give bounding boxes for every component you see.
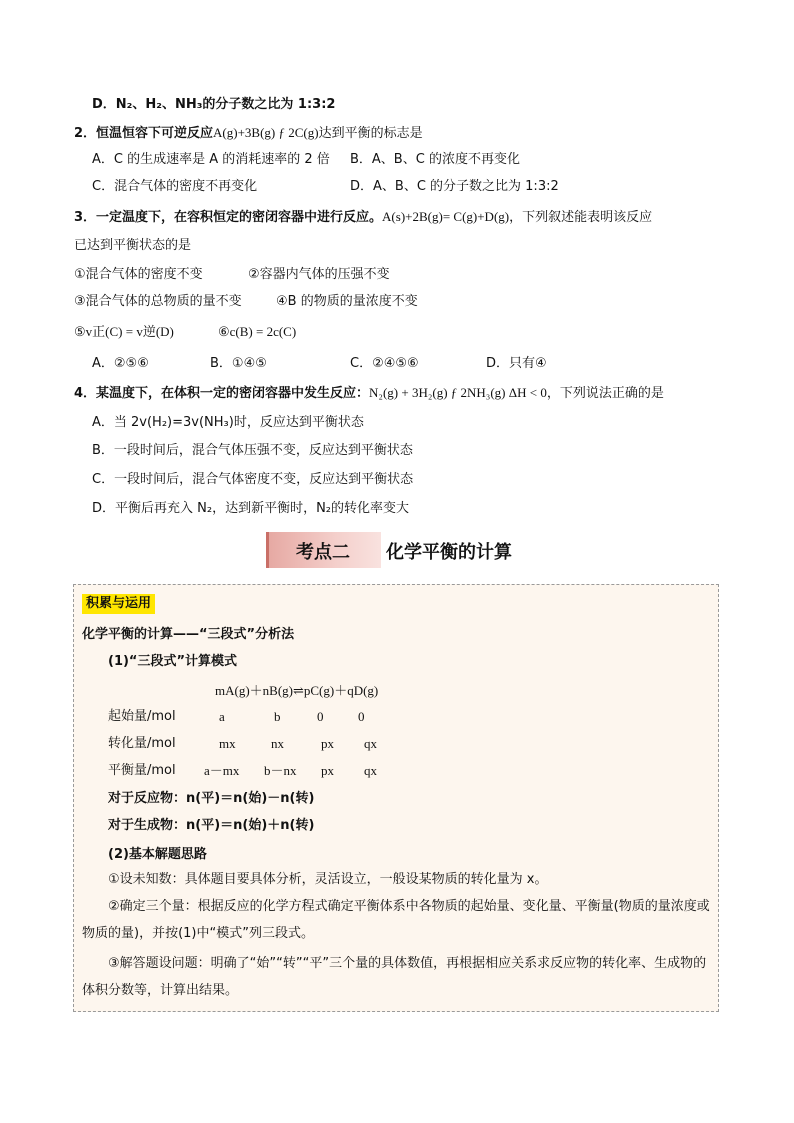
q3-reaction: A(s)+2B(g)= C(g)+D(g) [382,209,510,224]
row-cell: b－nx [264,763,297,778]
question-2-stem [74,123,423,144]
q3-option-c: C．②④⑤⑥ [350,356,419,371]
q3-option-a: A．②⑤⑥ [92,356,149,371]
box-subheading-1: (1)“三段式”计算模式 [108,654,238,669]
row-cell: 0 [317,709,324,724]
q4-option-b: B．一段时间后，混合气体压强不变，反应达到平衡状态 [92,443,413,458]
box-subheading-2: (2)基本解题思路 [108,847,207,862]
q3-item-5: ⑤v正(C) = v逆(D) [74,324,174,339]
q3-stem-c: 已达到平衡状态的是 [74,238,192,253]
section-banner [266,532,528,568]
q4-reaction: N₂(g) + 3H₂(g) ƒ 2NH₃(g) ΔH < 0 [369,385,547,400]
row-cell: qx [364,736,377,751]
row-cell: a [219,709,225,724]
row-cell: px [321,736,334,751]
q3-item-6: ⑥c(B) = 2c(C) [218,324,297,339]
knowledge-badge: 积累与运用 [82,594,155,614]
row-label: 起始量/mol [108,709,176,724]
row-cell: qx [364,763,377,778]
step-2: ②确定三个量：根据反应的化学方程式确定平衡体系中各物质的起始量、变化量、平衡量(物质的量浓度或物质的量)，并按(1)中“模式”列三段式。 [82,899,710,941]
box-heading: 化学平衡的计算——“三段式”分析法 [82,627,295,642]
q2-option-c: C．混合气体的密度不再变化 [92,179,258,194]
q2-option-b: B．A、B、C 的浓度不再变化 [350,152,520,167]
row-cell: a－mx [204,763,240,778]
step-3: ③解答题设问题：明确了“始”“转”“平”三个量的具体数值，再根据相应关系求反应物的转化率、生成物的体积分数等，计算出结果。 [82,956,707,998]
q2-option-d: D．A、B、C 的分子数之比为 1:3:2 [350,179,559,194]
q3-item-1: ①混合气体的密度不变 [74,267,203,282]
q3-stem-b: ，下列叙述能表明该反应 [509,210,653,225]
q3-stem-a: 3．一定温度下，在容积恒定的密闭容器中进行反应。 [74,210,383,225]
step-1: ①设未知数：具体题目要具体分析，灵活设立，一般设某物质的转化量为 x。 [108,872,548,887]
q2-stem-a: 2．恒温恒容下可逆反应 [74,126,214,141]
row-cell: nx [271,736,284,751]
question-3-stem [74,207,652,228]
q4-stem-a: 4．某温度下，在体积一定的密闭容器中发生反应： [74,386,370,401]
q4-stem-b: ，下列说法正确的是 [546,386,664,401]
q1-option-d: D．N₂、H₂、NH₃的分子数之比为 1:3:2 [92,97,336,112]
q4-option-d: D．平衡后再充入 N₂，达到新平衡时，N₂的转化率变大 [92,501,410,516]
row-cell: b [274,709,281,724]
q3-item-3: ③混合气体的总物质的量不变 [74,294,242,309]
q4-option-a: A．当 2v(H₂)=3v(NH₃)时，反应达到平衡状态 [92,415,364,430]
rule-product: 对于生成物：n(平)＝n(始)＋n(转) [108,818,315,833]
box-equation: mA(g)＋nB(g)⇌pC(g)＋qD(g) [215,683,379,698]
q2-option-a: A．C 的生成速率是 A 的消耗速率的 2 倍 [92,152,330,167]
row-label: 平衡量/mol [108,763,176,778]
row-label: 转化量/mol [108,736,176,751]
q2-reaction: A(g)+3B(g) ƒ 2C(g) [213,125,319,140]
row-cell: 0 [358,709,365,724]
section-number: 考点二 [296,542,350,563]
section-title: 化学平衡的计算 [386,542,512,563]
q3-option-d: D．只有④ [486,356,547,371]
q3-item-2: ②容器内气体的压强不变 [248,267,390,282]
q3-option-b: B．①④⑤ [210,356,267,371]
q2-stem-b: 达到平衡的标志是 [318,126,423,141]
row-cell: px [321,763,334,778]
rule-reactant: 对于反应物：n(平)＝n(始)－n(转) [108,791,315,806]
q4-option-c: C．一段时间后，混合气体密度不变，反应达到平衡状态 [92,472,414,487]
question-4-stem [74,383,664,404]
q3-item-4: ④B 的物质的量浓度不变 [276,294,418,309]
row-cell: mx [219,736,236,751]
